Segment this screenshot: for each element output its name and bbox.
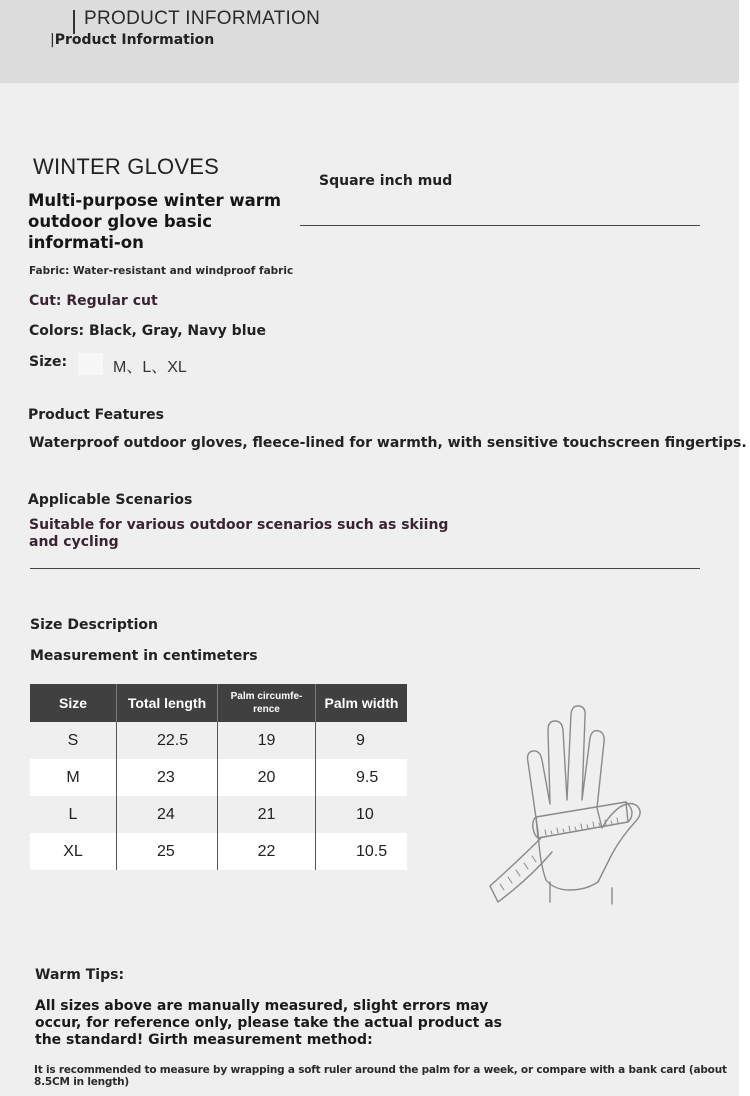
scenarios-heading: Applicable Scenarios xyxy=(28,492,193,508)
features-heading: Product Features xyxy=(28,407,164,423)
table-cell: S xyxy=(30,722,117,759)
table-row xyxy=(30,796,407,833)
product-description-title: Multi-purpose winter warm outdoor glove basic informati-on xyxy=(28,191,282,252)
table-cell: 9.5 xyxy=(316,759,408,796)
column-header: Size xyxy=(30,684,117,722)
page-title: PRODUCT INFORMATION xyxy=(84,8,321,29)
table-cell: 19 xyxy=(218,722,316,759)
table-row xyxy=(30,833,407,870)
size-swatch xyxy=(78,353,103,375)
column-header: Palm width xyxy=(316,684,408,722)
table-cell: 10 xyxy=(316,796,408,833)
cut-info: Cut: Regular cut xyxy=(29,293,158,309)
product-name: WINTER GLOVES xyxy=(33,154,219,179)
table-cell: 21 xyxy=(218,796,316,833)
table-cell: 20 xyxy=(218,759,316,796)
size-label: Size: xyxy=(29,354,68,370)
size-table xyxy=(30,684,407,870)
subtitle-pipe: | xyxy=(50,32,55,48)
divider-line xyxy=(300,225,700,226)
tips-heading: Warm Tips: xyxy=(35,967,125,983)
colors-info: Colors: Black, Gray, Navy blue xyxy=(29,323,266,339)
table-cell: 22 xyxy=(218,833,316,870)
table-cell: 10.5 xyxy=(316,833,408,870)
tips-text: All sizes above are manually measured, slight errors may occur, for reference only, please take the actual product as the standard! Girth measurement method: xyxy=(35,998,502,1048)
divider-line xyxy=(30,568,700,569)
hand-measuring-tape-icon xyxy=(486,704,686,913)
table-cell: L xyxy=(30,796,117,833)
tips-note: It is recommended to measure by wrapping a soft ruler around the palm for a week, or compare with a bank card (about 8.5CM in length) xyxy=(34,1064,727,1088)
table-cell: 23 xyxy=(117,759,218,796)
column-header: Total length xyxy=(117,684,218,722)
column-header: Palm circumfe-rence xyxy=(218,684,316,722)
page-edge xyxy=(739,0,750,1096)
table-cell: 9 xyxy=(316,722,408,759)
table-header-row xyxy=(30,684,407,722)
table-row xyxy=(30,722,407,759)
table-cell: XL xyxy=(30,833,117,870)
scenarios-text: Suitable for various outdoor scenarios such as skiing and cycling xyxy=(29,517,449,550)
unit-note: Measurement in centimeters xyxy=(30,648,258,664)
table-cell: 24 xyxy=(117,796,218,833)
fabric-info: Fabric: Water-resistant and windproof fabric xyxy=(29,265,294,277)
size-description-heading: Size Description xyxy=(30,617,158,633)
brand-name: Square inch mud xyxy=(319,173,453,189)
page-subtitle xyxy=(50,32,214,48)
table-cell: 25 xyxy=(117,833,218,870)
table-cell: 22.5 xyxy=(117,722,218,759)
title-divider xyxy=(73,10,75,34)
table-cell: M xyxy=(30,759,117,796)
table-row xyxy=(30,759,407,796)
subtitle-text: Product Information xyxy=(54,32,215,48)
features-text: Waterproof outdoor gloves, fleece-lined for warmth, with sensitive touchscreen fingertips. xyxy=(29,435,747,451)
size-values: M、L、XL xyxy=(113,359,187,376)
